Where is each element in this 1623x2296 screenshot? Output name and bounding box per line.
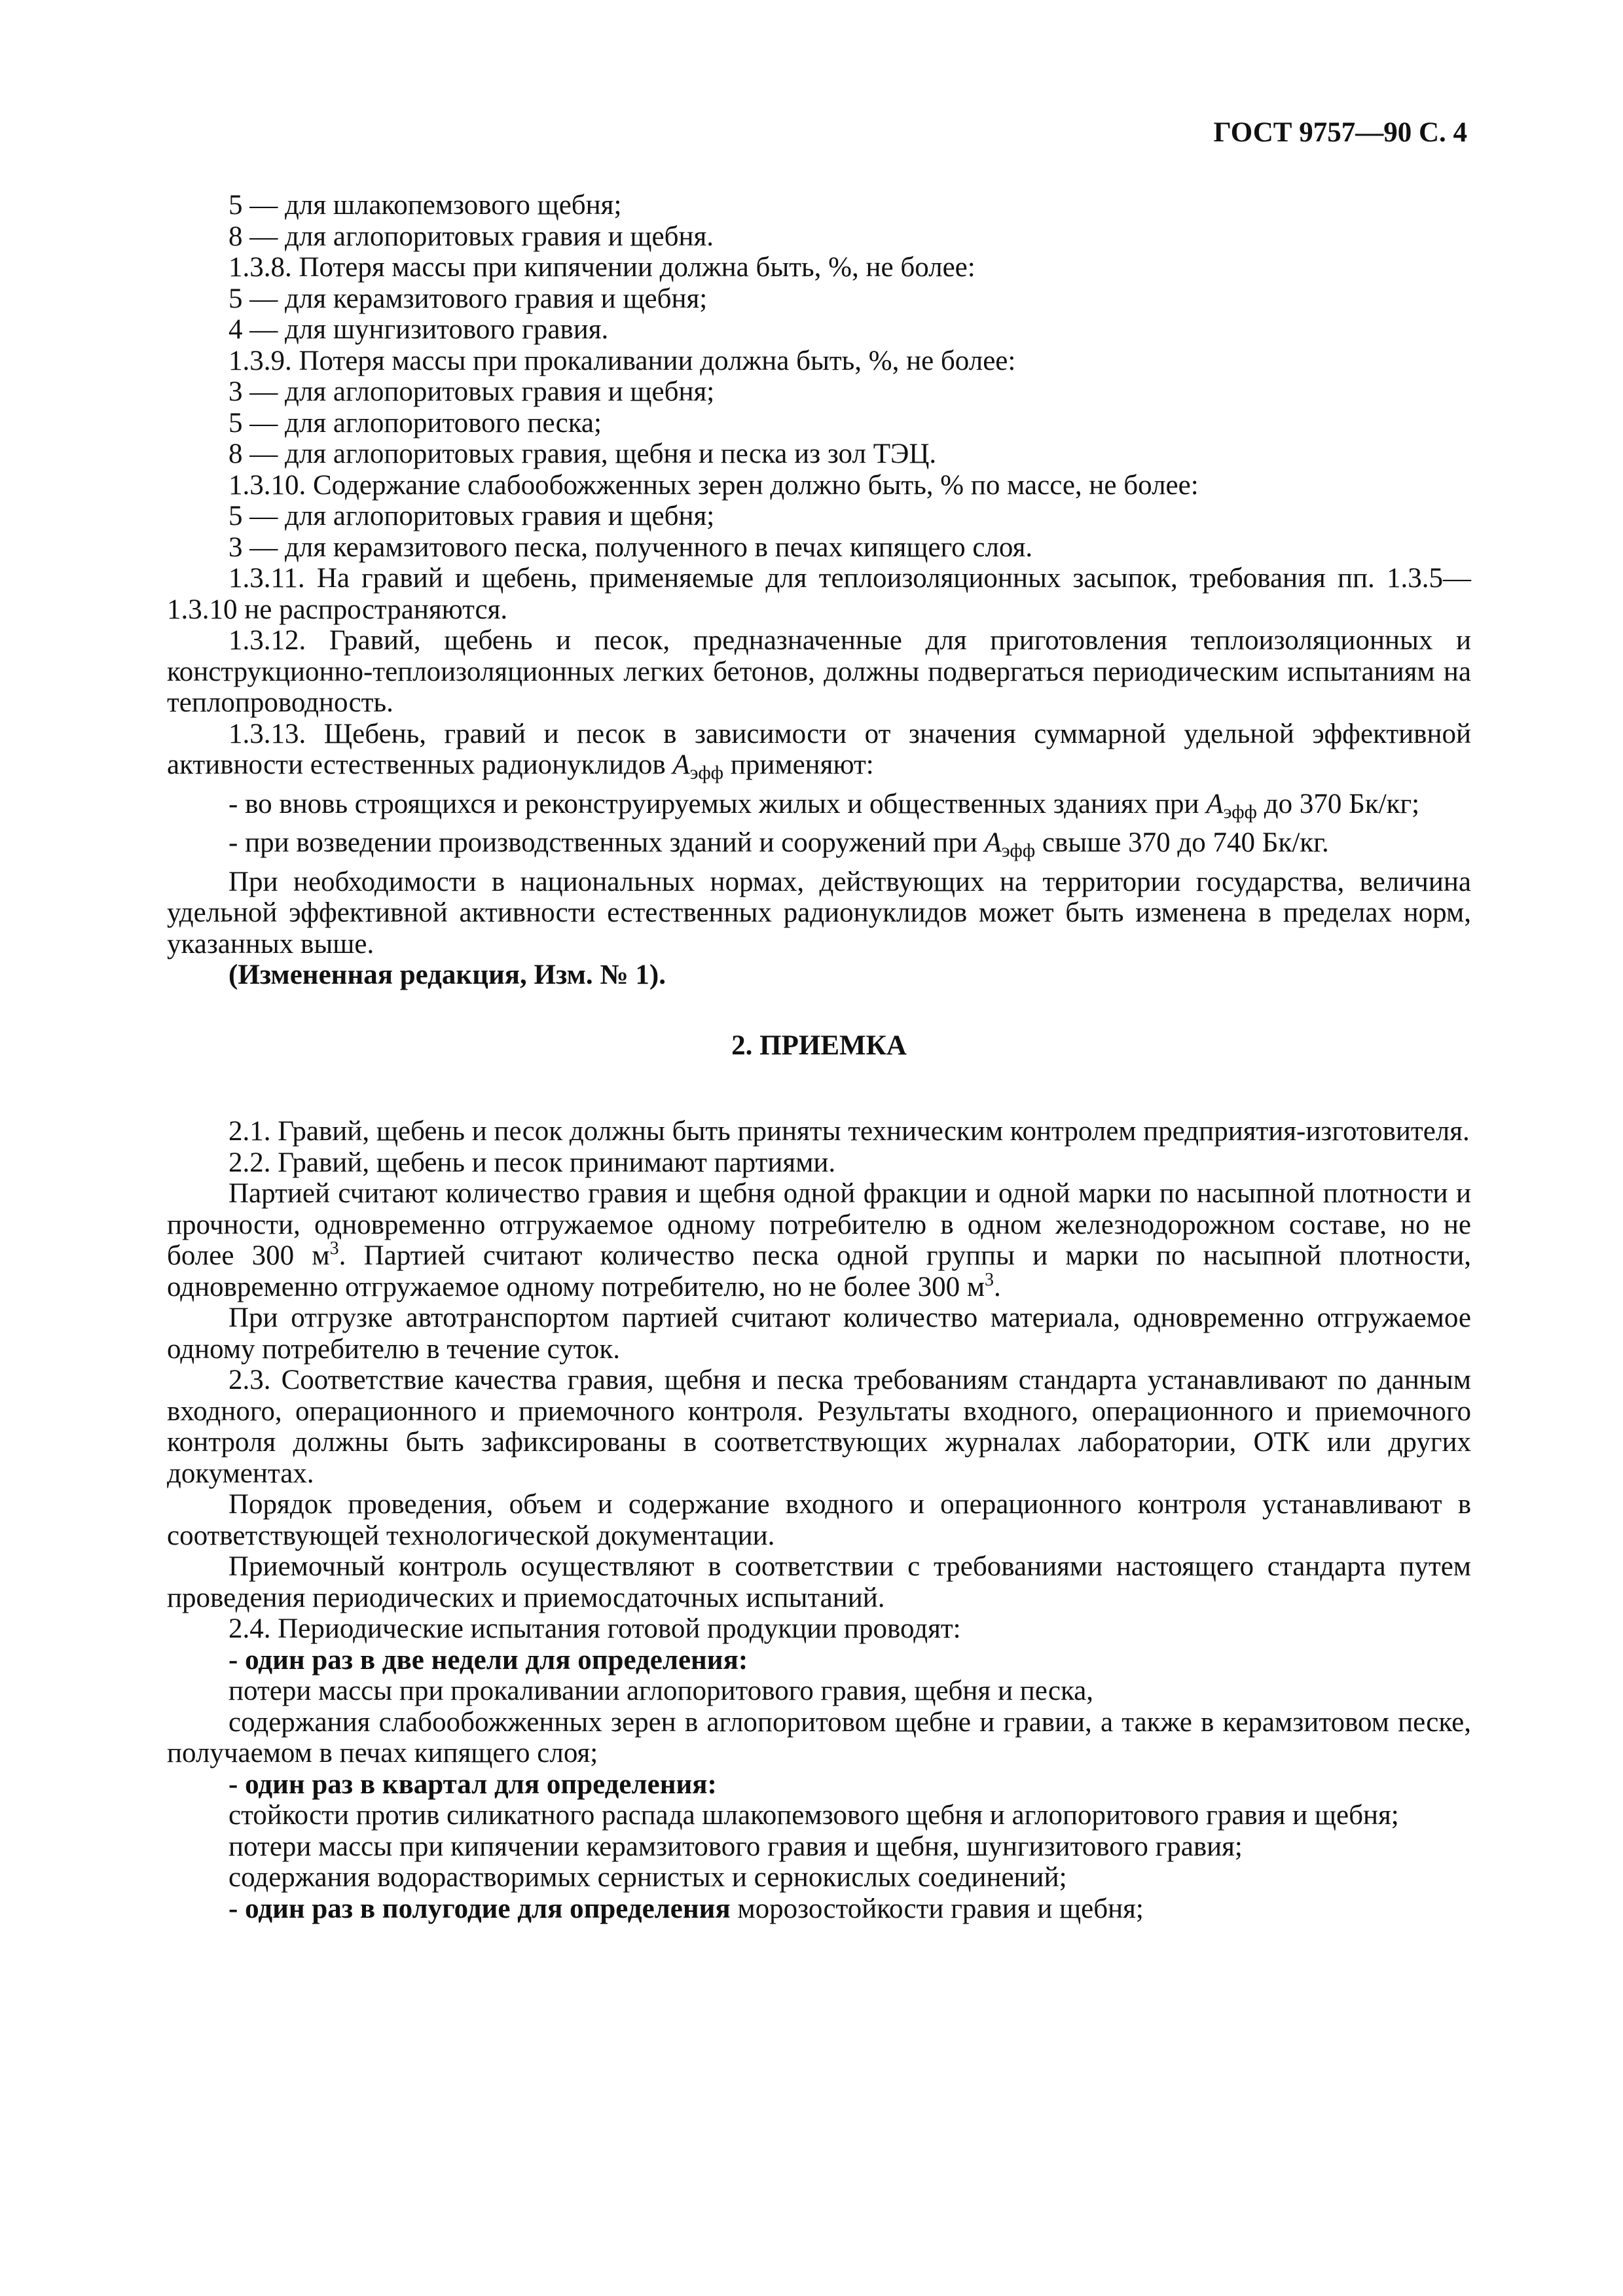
document-body (167, 190, 1471, 1924)
paragraph-1-3-12: 1.3.12. Гравий, щебень и песок, предназначенные для приготовления теплоизоляционных и конструкционно-теплоизоляционных легких бетонов, должны подвергаться периодическим испытаниям на теплопроводность. (167, 625, 1471, 718)
activity-symbol: A (984, 827, 1002, 858)
text-line: 5 — для аглопоритовых гравия и щебня; (228, 501, 715, 531)
superscript: 3 (985, 1269, 994, 1290)
paragraph-acceptance-control: Приемочный контроль осуществляют в соответствии с требованиями настоящего стандарта путем проведения периодических и приемосдаточных испытаний. (167, 1551, 1471, 1613)
paragraph-text: 1.3.13. Щебень, гравий и песок в зависимости от значения суммарной удельной эффективной активности естественных радионуклидов (167, 718, 1471, 780)
paragraph-text: морозостойкости гравия и щебня; (730, 1893, 1144, 1924)
halfyear-label: - один раз в полугодие для определения (228, 1893, 731, 1924)
paragraph-2-2: 2.2. Гравий, щебень и песок принимают партиями. (228, 1147, 836, 1178)
paragraph-text: . (994, 1271, 1001, 1302)
text-line: 1.3.9. Потеря массы при прокаливании должна быть, %, не более: (228, 345, 1016, 376)
text-line: 5 — для аглопоритового песка; (228, 407, 602, 439)
text-line: 4 — для шунгизитового гравия. (228, 314, 609, 345)
list-item: стойкости против силикатного распада шлакопемзового щебня и аглопоритового гравия и щебня; (228, 1800, 1399, 1831)
halfyear-paragraph (167, 1893, 1471, 1925)
biweekly-label: - один раз в две недели для определения: (228, 1644, 748, 1676)
paragraph-text: . Партией считают количество песка одной группы и марки по насыпной плотности, одновременно отгружаемое одному потребителю, но не более 300 м (167, 1240, 1471, 1302)
text-line: 3 — для керамзитового песка, полученного в печах кипящего слоя. (228, 531, 1033, 563)
section-title: 2. ПРИЕМКА (731, 1030, 907, 1061)
paragraph-2-4: 2.4. Периодические испытания готовой продукции проводят: (228, 1613, 961, 1644)
list-item: содержания слабообожженных зерен в аглопоритовом щебне и гравии, а также в керамзитовом песке, получаемом в печах кипящего слоя; (167, 1706, 1471, 1768)
bullet-residential (167, 789, 1471, 828)
text-line: 5 — для керамзитового гравия и щебня; (228, 283, 708, 314)
paragraph-national-norms: При необходимости в национальных нормах, действующих на территории государства, величина удельной эффективной активности естественных радионуклидов может быть изменена в пределах норм, указанных выше. (167, 866, 1471, 960)
activity-subscript: эфф (1001, 840, 1036, 861)
paragraph-text: - при возведении производственных зданий и сооружений при (228, 827, 985, 858)
text-line: 8 — для аглопоритовых гравия и щебня. (228, 221, 714, 252)
paragraph-auto-transport: При отгрузке автотранспортом партией считают количество материала, одновременно отгружаемое одному потребителю в течение суток. (167, 1302, 1471, 1365)
paragraph-1-3-11: 1.3.11. На гравий и щебень, применяемые для теплоизоляционных засыпок, требования пп. 1.3.5—1.3.10 не распространяются. (167, 563, 1471, 625)
page-header: ГОСТ 9757—90 С. 4 (1213, 117, 1467, 148)
paragraph-2-3: 2.3. Соответствие качества гравия, щебня и песка требованиям стандарта устанавливают по данным входного, операционного и приемочного контроля. Результаты входного, операционного и приемочного контроля должны быть зафиксированы в соответствующих журналах лаборатории, ОТК или других документах. (167, 1365, 1471, 1489)
paragraph-control-order: Порядок проведения, объем и содержание входного и операционного контроля устанавливают в соответствующей технологической документации. (167, 1489, 1471, 1551)
activity-subscript: эфф (1223, 800, 1257, 823)
quarterly-label: - один раз в квартал для определения: (228, 1768, 717, 1800)
text-line: 5 — для шлакопемзового щебня; (228, 190, 622, 221)
text-line: 1.3.8. Потеря массы при кипячении должна быть, %, не более: (228, 252, 976, 283)
list-item: потери массы при прокаливании аглопоритового гравия, щебня и песка, (228, 1676, 1094, 1706)
paragraph-text: свыше 370 до 740 Бк/кг. (1035, 827, 1329, 858)
activity-symbol: A (672, 749, 690, 780)
paragraph-text: Партией считают количество гравия и щебня одной фракции и одной марки по насыпной плотности и прочности, одновременно отгружаемое одному потребителю в одном железнодорожном составе, но не более 300 м (167, 1178, 1471, 1271)
text-line: 3 — для аглопоритовых гравия и щебня; (228, 376, 715, 407)
paragraph-2-1: 2.1. Гравий, щебень и песок должны быть приняты техническим контролем предприятия-изготовителя. (228, 1116, 1470, 1147)
paragraph-text: применяют: (723, 749, 874, 780)
paragraph-text: до 370 Бк/кг; (1256, 788, 1420, 819)
list-item: содержания водорастворимых сернистых и сернокислых соединений; (228, 1862, 1067, 1893)
paragraph-1-3-13 (167, 719, 1471, 789)
paragraph-text: - во вновь строящихся и реконструируемых жилых и общественных зданиях при (228, 788, 1207, 819)
amendment-note: (Измененная редакция, Изм. № 1). (228, 960, 666, 990)
list-item: потери массы при кипячении керамзитового гравия и щебня, шунгизитового гравия; (228, 1831, 1243, 1862)
text-line: 1.3.10. Содержание слабообожженных зерен должно быть, % по массе, не более: (228, 469, 1199, 501)
superscript: 3 (329, 1238, 339, 1259)
paragraph-batch (167, 1178, 1471, 1302)
bullet-industrial (167, 827, 1471, 867)
activity-symbol: A (1206, 788, 1224, 819)
activity-subscript: эфф (689, 762, 724, 783)
text-line: 8 — для аглопоритовых гравия, щебня и песка из зол ТЭЦ. (228, 439, 937, 469)
